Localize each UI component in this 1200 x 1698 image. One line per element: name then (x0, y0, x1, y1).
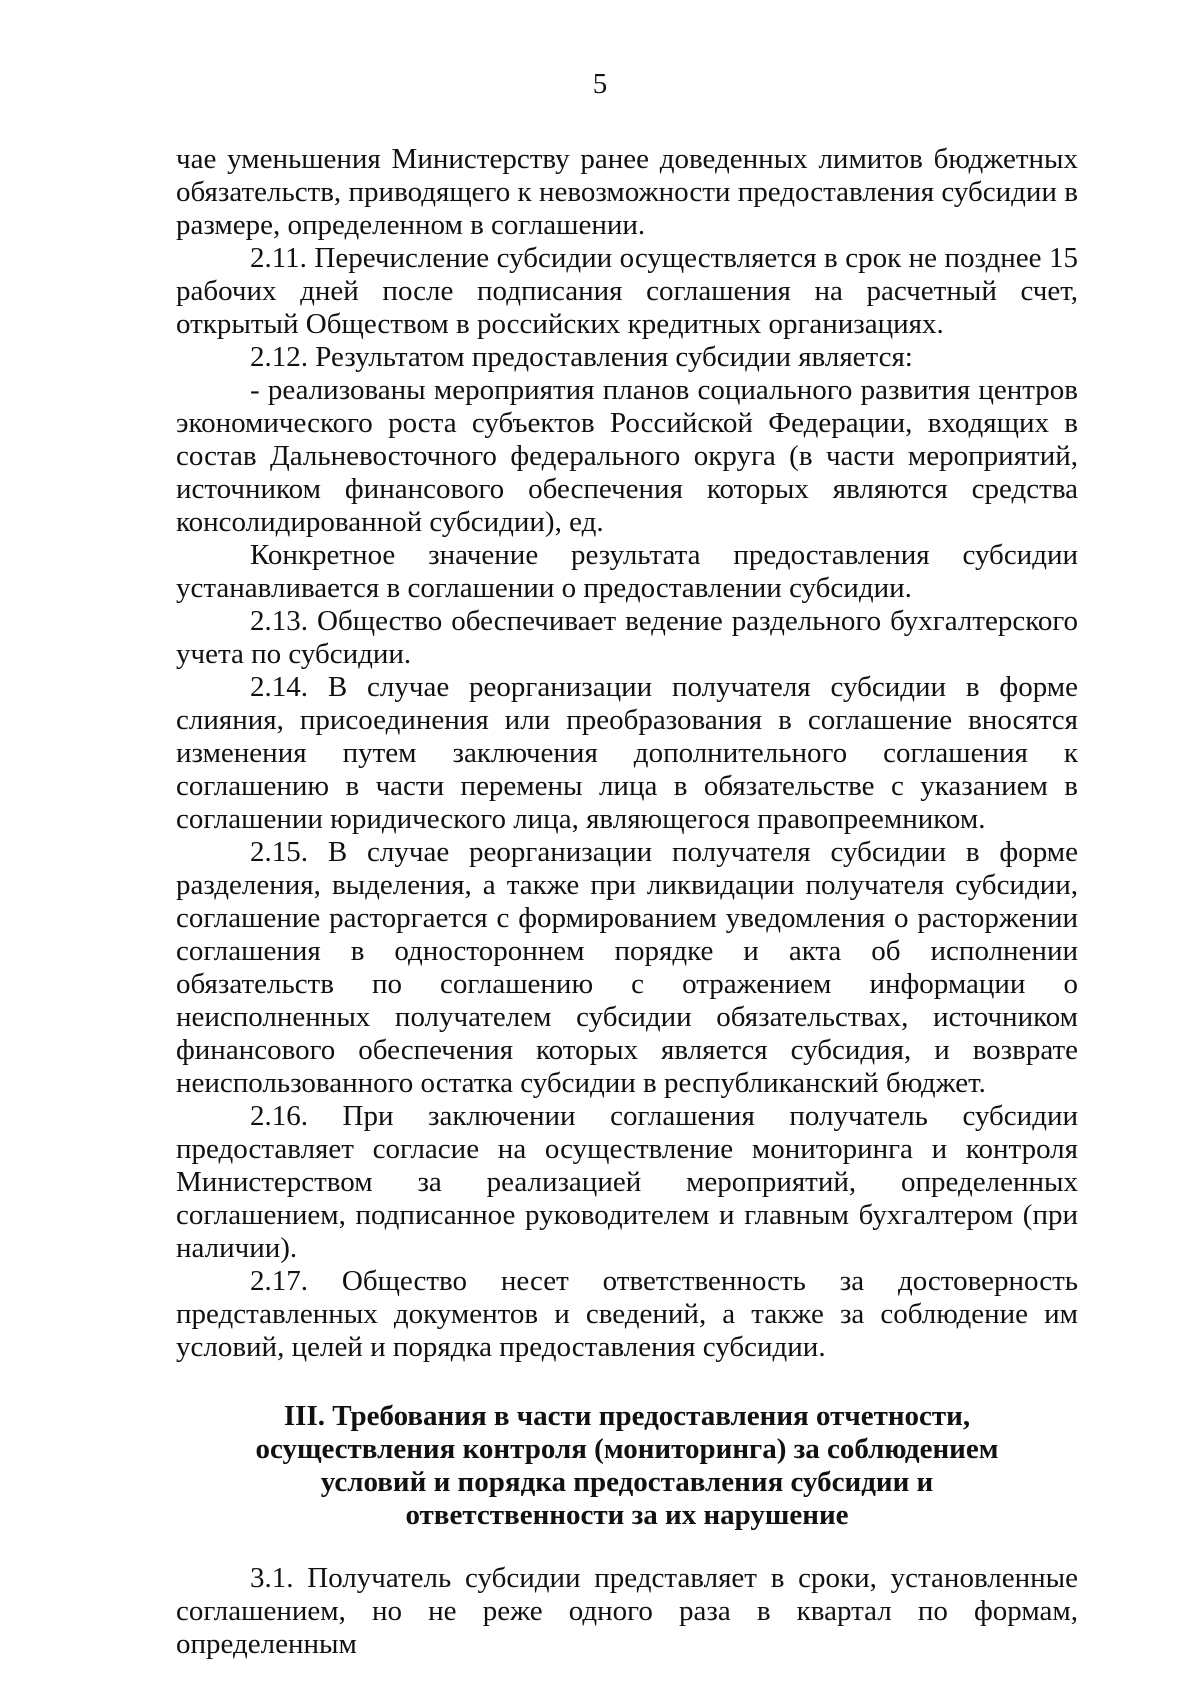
paragraph-2-12: 2.12. Результатом предоставления субсидии является: (250, 341, 913, 373)
paragraph-2-15: 2.15. В случае реорганизации получателя субсидии в форме разделения, выделения, а также при ликвидации получателя субсидии, соглашение расторгается с формированием уведомления о расторжении соглашения в одностороннем порядке и акта об исполнении обязательств по соглашению с отражением информации о неисполненных получателем субсидии обязательствах, источником финансового обеспечения которых является субсидия, и возврате неиспользованного остатка субсидии в республиканский бюджет. (176, 836, 1078, 1099)
paragraph-2-13: 2.13. Общество обеспечивает ведение раздельного бухгалтерского учета по субсидии. (176, 605, 1078, 670)
page-number: 5 (592, 68, 608, 100)
document-body (176, 143, 1078, 1661)
paragraph-2-17: 2.17. Общество несет ответственность за достоверность представленных документов и сведений, а также за соблюдение им условий, целей и порядка предоставления субсидии. (176, 1265, 1078, 1363)
paragraph-continuation: чае уменьшения Министерству ранее доведенных лимитов бюджетных обязательств, приводящего к невозможности предоставления субсидии в размере, определенном в соглашении. (176, 143, 1078, 241)
paragraph-2-16: 2.16. При заключении соглашения получатель субсидии предоставляет согласие на осуществление мониторинга и контроля Министерством за реализацией мероприятий, определенных соглашением, подписанное руководителем и главным бухгалтером (при наличии). (176, 1100, 1078, 1264)
paragraph-2-14: 2.14. В случае реорганизации получателя субсидии в форме слияния, присоединения или преобразования в соглашение вносятся изменения путем заключения дополнительного соглашения к соглашению в части перемены лица в обязательстве с указанием в соглашении юридического лица, являющегося правопреемником. (176, 671, 1078, 835)
paragraph-2-12-result: - реализованы мероприятия планов социального развития центров экономического роста субъектов Российской Федерации, входящих в состав Дальневосточного федерального округа (в части мероприятий, источником финансового обеспечения которых являются средства консолидированной субсидии), ед. (176, 374, 1078, 538)
section-heading: III. Требования в части предоставления отчетности, осуществления контроля (мониторинга) за соблюдением условий и порядка предоставления субсидии и ответственности за их нарушение (255, 1400, 999, 1531)
paragraph-3-1: 3.1. Получатель субсидии представляет в сроки, установленные соглашением, но не реже одного раза в квартал по формам, определенным (176, 1562, 1078, 1660)
paragraph-result-value: Конкретное значение результата предоставления субсидии устанавливается в соглашении о предоставлении субсидии. (176, 539, 1078, 604)
paragraph-2-11: 2.11. Перечисление субсидии осуществляется в срок не позднее 15 рабочих дней после подписания соглашения на расчетный счет, открытый Обществом в российских кредитных организациях. (176, 242, 1078, 340)
